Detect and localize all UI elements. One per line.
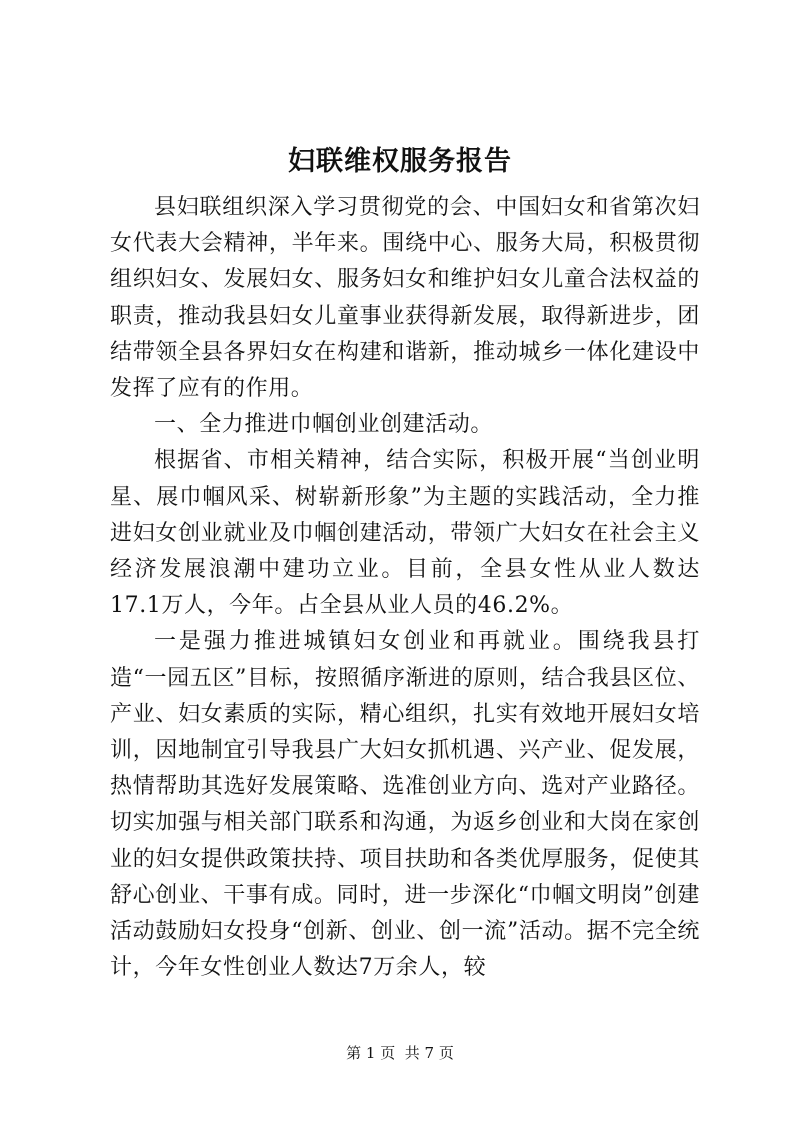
paragraph-activities: 根据省、市相关精神，结合实际，积极开展“当创业明星、展巾帼风采、树崭新形象”为主题的实践活动，全力推进妇女创业就业及巾帼创建活动，带领广大妇女在社会主义经济发展浪潮中建功立业。目前，全县女性从业人数达17.1万人，今年。占全县从业人员的46.2%。 (110, 448, 700, 619)
section-heading-1: 一、全力推进巾帼创业创建活动。 (154, 412, 494, 438)
document-body (110, 190, 700, 986)
paragraph-intro: 县妇联组织深入学习贯彻党的会、中国妇女和省第次妇女代表大会精神，半年来。围绕中心、服务大局，积极贯彻组织妇女、发展妇女、服务妇女和维护妇女儿童合法权益的职责，推动我县妇女儿童事业获得新发展，取得新进步，团结带领全县各界妇女在构建和谐新，推动城乡一体化建设中发挥了应有的作用。 (110, 195, 700, 402)
page-number-label: 第 1 页 共 7 页 (346, 1044, 454, 1062)
page-footer (0, 1043, 800, 1063)
paragraph-urban-employment: 一是强力推进城镇妇女创业和再就业。围绕我县打造“一园五区”目标，按照循序渐进的原则，结合我县区位、产业、妇女素质的实际，精心组织，扎实有效地开展妇女培训，因地制宜引导我县广大妇女抓机遇、兴产业、促发展，热情帮助其选好发展策略、选准创业方向、选对产业路径。切实加强与相关部门联系和沟通，为返乡创业和大岗在家创业的妇女提供政策扶持、项目扶助和各类优厚服务，促使其舒心创业、干事有成。同时，进一步深化“巾帼文明岗”创建活动鼓励妇女投身“创新、创业、创一流”活动。据不完全统计，今年女性创业人数达7万余人，较 (110, 629, 700, 981)
document-title: 妇联维权服务报告 (288, 146, 512, 177)
